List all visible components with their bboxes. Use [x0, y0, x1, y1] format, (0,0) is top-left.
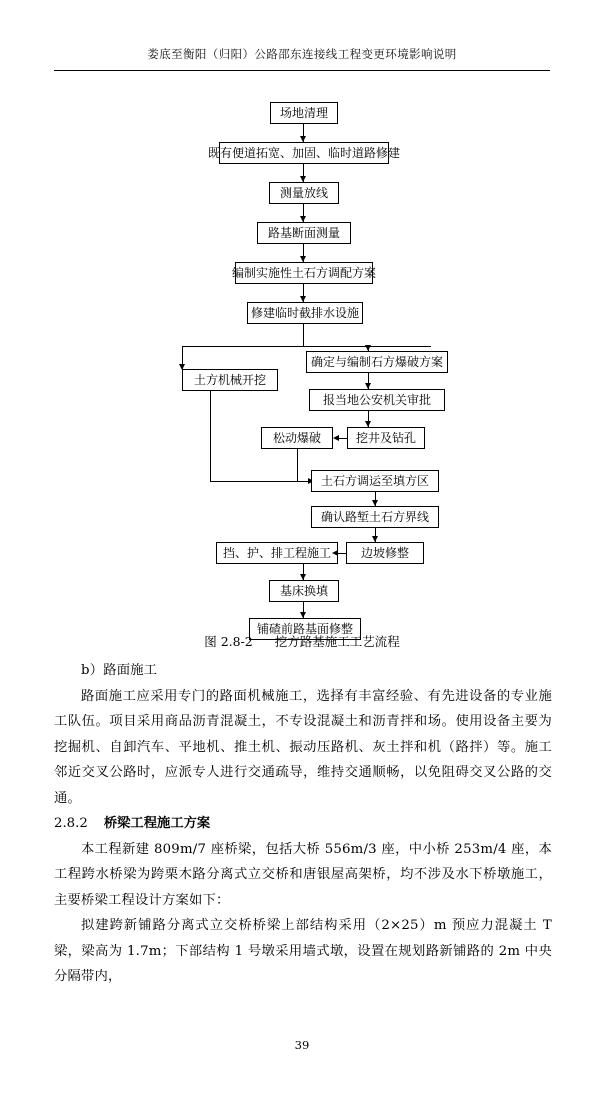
- flow-node-subgrade-section-survey: 路基断面测量: [257, 222, 351, 244]
- connector-n11-n10: [339, 438, 347, 439]
- flow-node-subgrade-bed-replacement: 基床换填: [269, 580, 339, 602]
- page-header: 娄底至衡阳（归阳）公路邵东连接线工程变更环境影响说明: [147, 47, 457, 61]
- flow-node-pre-ballast-trimming: 铺碴前路基面修整: [249, 618, 361, 640]
- flowchart-excavation-subgrade: [0, 96, 604, 636]
- connector-n7-to-n12: [210, 481, 310, 482]
- paragraph-bridge-design: 拟建跨新铺路分离式立交桥桥梁上部结构采用（2×25）m 预应力混凝土 T 梁，梁高为 1.7m；下部结构 1 号墩采用墙式墩，设置在规划路新铺路的 2m 中央分隔带内，: [54, 918, 552, 984]
- paragraph-bridge-overview: 本工程新建 809m/7 座桥梁，包括大桥 556m/3 座，中小桥 253m/4 座，本工程跨水桥梁为跨栗木路分离式立交桥和唐银屋高架桥，均不涉及水下桥墩施工，主要桥梁工程设计方案如下：: [54, 841, 552, 908]
- connector-n7-down: [210, 391, 211, 481]
- flow-node-retaining-protection-drainage: 挡、护、排工程施工: [216, 542, 338, 564]
- figure-caption-text: 挖方路基施工工艺流程: [274, 634, 400, 649]
- figure-caption: [0, 632, 604, 650]
- paragraph-pavement-construction: 路面施工应采用专门的路面机械施工，选择有丰富经验、有先进设备的专业施工队伍。项目采用商品沥青混凝土，不专设混凝土和沥青拌和场。使用设备主要为挖掘机、自卸汽车、平地机、推土机、振动压路机、灰土拌和机（路拌）等。施工邻近交叉公路时，应派专人进行交通疏导，维持交通顺畅，以免阻碍交叉公路的交通。: [54, 688, 552, 806]
- body-content: [54, 658, 552, 990]
- connector-n15-n14: [338, 553, 346, 554]
- sub-heading-pavement: b）路面施工: [81, 663, 158, 678]
- flow-node-loosening-blasting: 松动爆破: [261, 427, 333, 449]
- flow-node-slope-trimming: 边坡修整: [346, 542, 424, 564]
- connector-n6-bus: [303, 324, 304, 346]
- arrow-n11-n10: [333, 435, 339, 441]
- flow-node-cutting-boundary-confirm: 确认路堑土石方界线: [311, 506, 439, 528]
- flow-node-earthwork-transport: 土石方调运至填方区: [311, 470, 439, 492]
- arrow-n15-n14: [332, 550, 338, 556]
- connector-n10-down: [297, 449, 298, 481]
- flow-node-site-clearing: 场地清理: [270, 102, 338, 124]
- flow-node-mechanical-excavation: 土方机械开挖: [182, 369, 278, 391]
- flow-node-earthwork-allocation-plan: 编制实施性土石方调配方案: [235, 262, 373, 284]
- flow-node-temporary-drainage: 修建临时截排水设施: [247, 302, 363, 324]
- section-title: 桥梁工程施工方案: [103, 816, 211, 831]
- bus-split-horizontal: [182, 346, 431, 347]
- header-divider: [54, 70, 550, 71]
- section-heading-bridge: [54, 811, 552, 837]
- section-number: 2.8.2: [54, 816, 88, 831]
- flow-node-access-road-widening: 既有便道拓宽、加固、临时道路修建: [219, 142, 389, 164]
- flow-node-survey-setting-out: 测量放线: [269, 182, 339, 204]
- flow-node-police-approval: 报当地公安机关审批: [309, 389, 445, 411]
- page-number: 39: [294, 1038, 310, 1052]
- figure-caption-label: 图 2.8-2: [204, 634, 253, 649]
- flow-node-well-drilling: 挖井及钻孔: [347, 427, 425, 449]
- flow-node-blasting-plan: 确定与编制石方爆破方案: [306, 351, 448, 373]
